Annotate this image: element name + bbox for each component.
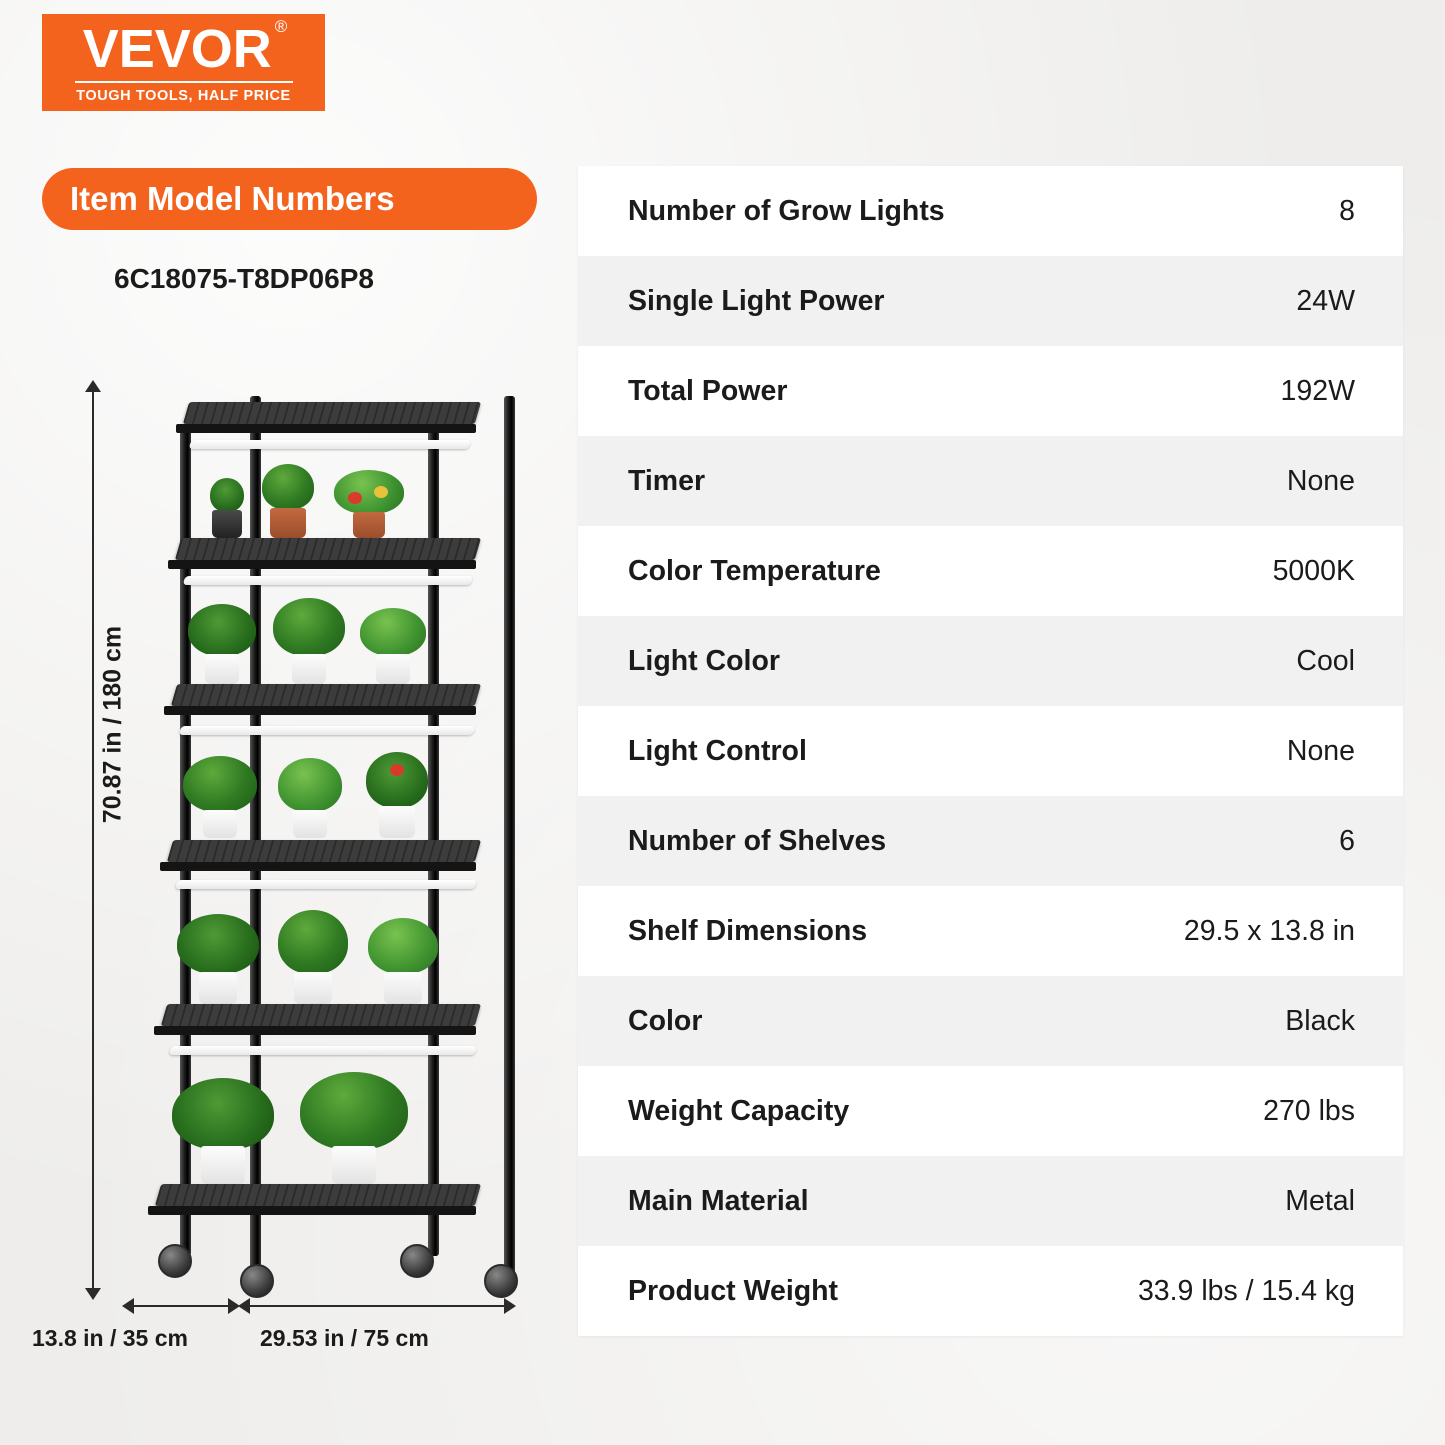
- rack-shelf-6: [155, 1184, 481, 1206]
- grow-light-bar-2: [183, 576, 474, 585]
- plant-7: [180, 756, 260, 838]
- rack-shelf-1-edge: [176, 424, 476, 433]
- plant-8: [274, 760, 346, 838]
- rack-shelf-5: [161, 1004, 481, 1026]
- plant-12: [364, 916, 442, 1004]
- spec-label: Shelf Dimensions: [628, 914, 868, 947]
- spec-value: 192W: [1280, 374, 1355, 407]
- spec-label: Number of Grow Lights: [628, 194, 945, 227]
- spec-label: Main Material: [628, 1184, 809, 1217]
- table-row: [578, 1246, 1403, 1336]
- plant-5: [270, 600, 348, 684]
- table-row: [578, 346, 1403, 436]
- table-row: [578, 706, 1403, 796]
- spec-label: Number of Shelves: [628, 824, 887, 857]
- rack-shelf-2-edge: [168, 560, 476, 569]
- item-model-numbers-pill: [42, 168, 537, 230]
- plant-9: [360, 752, 434, 838]
- rack-shelf-3: [171, 684, 481, 706]
- spec-value: None: [1286, 734, 1355, 767]
- table-row: [578, 1066, 1403, 1156]
- specifications-table: [578, 166, 1403, 1336]
- spec-label: Timer: [628, 464, 706, 497]
- spec-value: 8: [1339, 194, 1355, 227]
- table-row: [578, 1156, 1403, 1246]
- table-row: [578, 796, 1403, 886]
- plant-13: [168, 1076, 278, 1184]
- spec-label: Color Temperature: [628, 554, 881, 587]
- plant-1: [204, 480, 250, 538]
- item-model-numbers-label: Item Model Numbers: [70, 180, 395, 217]
- plant-14: [296, 1070, 412, 1184]
- caster-wheel-left-rear: [158, 1244, 192, 1278]
- spec-value: 24W: [1296, 284, 1355, 317]
- table-row: [578, 436, 1403, 526]
- vevor-logo: [42, 14, 325, 111]
- width-dimension-arrow: [248, 1305, 506, 1307]
- spec-value: 29.5 x 13.8 in: [1183, 914, 1355, 947]
- grow-light-bar-5: [169, 1046, 478, 1055]
- spec-value: 6: [1339, 824, 1355, 857]
- caster-wheel-left-front: [240, 1264, 274, 1298]
- rack-shelf-6-edge: [148, 1206, 476, 1215]
- width-dimension-label: 29.53 in / 75 cm: [260, 1325, 429, 1351]
- product-illustration: [32, 380, 550, 1390]
- height-dimension-arrow: [92, 390, 94, 1290]
- registered-trademark-icon: ®: [274, 16, 288, 36]
- depth-dimension-label: 13.8 in / 35 cm: [32, 1325, 188, 1351]
- spec-label: Total Power: [628, 374, 788, 407]
- grow-light-bar-4: [175, 880, 478, 889]
- plant-11: [274, 908, 352, 1004]
- spec-label: Product Weight: [628, 1274, 839, 1307]
- spec-value: Black: [1285, 1004, 1355, 1037]
- rack-shelf-1: [183, 402, 481, 424]
- caster-wheel-right-rear: [400, 1244, 434, 1278]
- grow-light-bar-1: [189, 440, 472, 449]
- rack-shelf-3-edge: [164, 706, 476, 715]
- table-row: [578, 166, 1403, 256]
- plant-6: [356, 610, 430, 684]
- plant-4: [184, 606, 260, 684]
- logo-brand-text: VEVOR: [82, 18, 272, 79]
- table-row: [578, 886, 1403, 976]
- spec-value: Cool: [1296, 644, 1355, 677]
- table-row: [578, 976, 1403, 1066]
- table-row: [578, 526, 1403, 616]
- rack-shelf-4: [167, 840, 481, 862]
- spec-label: Light Control: [628, 734, 807, 767]
- spec-value: Metal: [1285, 1184, 1355, 1217]
- plant-10: [174, 912, 262, 1004]
- logo-wordmark: [82, 16, 288, 79]
- height-dimension-label: 70.87 in / 180 cm: [98, 625, 127, 824]
- spec-label: Weight Capacity: [628, 1094, 850, 1127]
- rack-post-right-front: [504, 396, 515, 1276]
- spec-value: 5000K: [1272, 554, 1355, 587]
- table-row: [578, 616, 1403, 706]
- plant-2: [258, 466, 318, 538]
- table-row: [578, 256, 1403, 346]
- caster-wheel-right-front: [484, 1264, 518, 1298]
- spec-value: 270 lbs: [1263, 1094, 1355, 1127]
- logo-tagline: TOUGH TOOLS, HALF PRICE: [76, 87, 291, 104]
- spec-label: Color: [628, 1004, 703, 1037]
- shelving-rack-graphic: [128, 388, 518, 1298]
- grow-light-bar-3: [179, 726, 476, 735]
- logo-divider: [75, 81, 293, 83]
- spec-label: Light Color: [628, 644, 780, 677]
- plant-3: [330, 470, 408, 538]
- model-number-value: 6C18075-T8DP06P8: [114, 263, 374, 294]
- rack-shelf-2: [175, 538, 481, 560]
- spec-value: None: [1286, 464, 1355, 497]
- depth-dimension-arrow: [132, 1305, 230, 1307]
- rack-shelf-5-edge: [154, 1026, 476, 1035]
- spec-value: 33.9 lbs / 15.4 kg: [1137, 1274, 1355, 1307]
- rack-shelf-4-edge: [160, 862, 476, 871]
- spec-label: Single Light Power: [628, 284, 885, 317]
